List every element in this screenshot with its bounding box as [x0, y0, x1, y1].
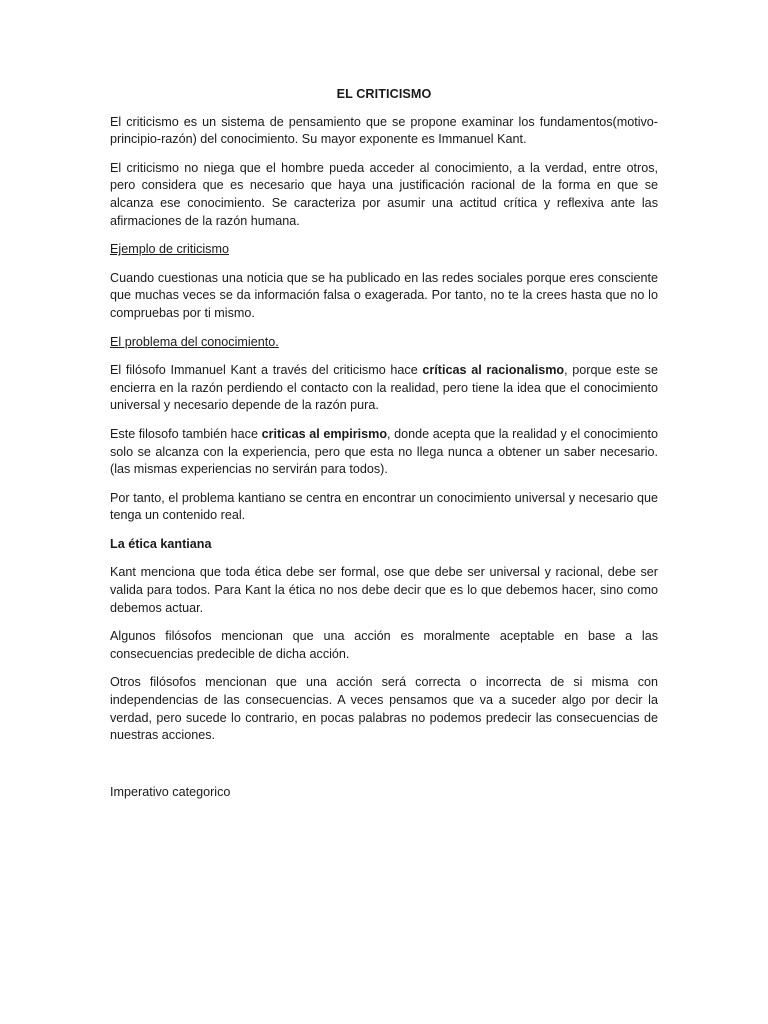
rationalism-text-before: El filósofo Immanuel Kant a través del criticismo hace: [110, 363, 423, 378]
paragraph-empiricism: [110, 426, 658, 479]
heading-ethics: La ética kantiana: [110, 536, 212, 551]
blank-space: [110, 756, 658, 784]
paragraph-definition: El criticismo no niega que el hombre pueda acceder al conocimiento, a la verdad, entre otros, pero considera que es necesario que haya una justificación racional de la forma en que se alcanza ese conocimiento. Se caracteriza por asumir una actitud crítica y reflexiva ante las afirmaciones de la razón humana.: [110, 160, 658, 228]
document-page: [110, 86, 658, 801]
paragraph-consequences: Algunos filósofos mencionan que una acción es moralmente aceptable en base a las consecuencias predecible de dicha acción.: [110, 629, 658, 661]
rationalism-bold: críticas al racionalismo: [422, 363, 565, 378]
paragraph-intro: El criticismo es un sistema de pensamiento que se propone examinar los fundamentos(motivo-principio-razón) del conocimiento. Su mayor exponente es Immanuel Kant.: [110, 114, 658, 147]
paragraph-independence: Otros filósofos mencionan que una acción será correcta o incorrecta de si misma con independencias de las consecuencias. A veces pensamos que va a suceder algo por decir la verdad, pero sucede lo contrario, en pocas palabras no podemos predecir las consecuencias de nuestras acciones.: [110, 675, 658, 743]
paragraph-rationalism: [110, 362, 658, 415]
empiricism-text-before: Este filosofo también hace: [110, 426, 262, 441]
rationalism-text-after: , porque este se encierra en la razón perdiendo el contacto con la realidad, pero tiene la idea que el conocimiento universal y necesario depende de la razón pura.: [110, 363, 658, 413]
paragraph-example: Cuando cuestionas una noticia que se ha publicado en las redes sociales porque eres consciente que muchas veces se da información falsa o exagerada. Por tanto, no te la crees hasta que no lo compruebas por ti mismo.: [110, 270, 658, 320]
heading-problem: El problema del conocimiento.: [110, 334, 279, 349]
heading-example: Ejemplo de criticismo: [110, 242, 229, 257]
empiricism-text-after: , donde acepta que la realidad y el conocimiento solo se alcanza con la experiencia, pero que esta no llega nunca a obtener un saber necesario. (las mismas experiencias no servirán para todos).: [110, 426, 658, 477]
closing-heading: Imperativo categorico: [110, 784, 231, 799]
document-title: EL CRITICISMO: [336, 87, 432, 101]
empiricism-bold: criticas al empirismo: [261, 426, 388, 441]
paragraph-ethics-formal: Kant menciona que toda ética debe ser formal, ose que debe ser universal y racional, debe ser valida para todos. Para Kant la ética no nos debe decir que es lo que debemos hacer, sino como debemos actuar.: [110, 565, 658, 615]
paragraph-kantian-problem: Por tanto, el problema kantiano se centra en encontrar un conocimiento universal y necesario que tenga un contenido real.: [110, 490, 658, 523]
